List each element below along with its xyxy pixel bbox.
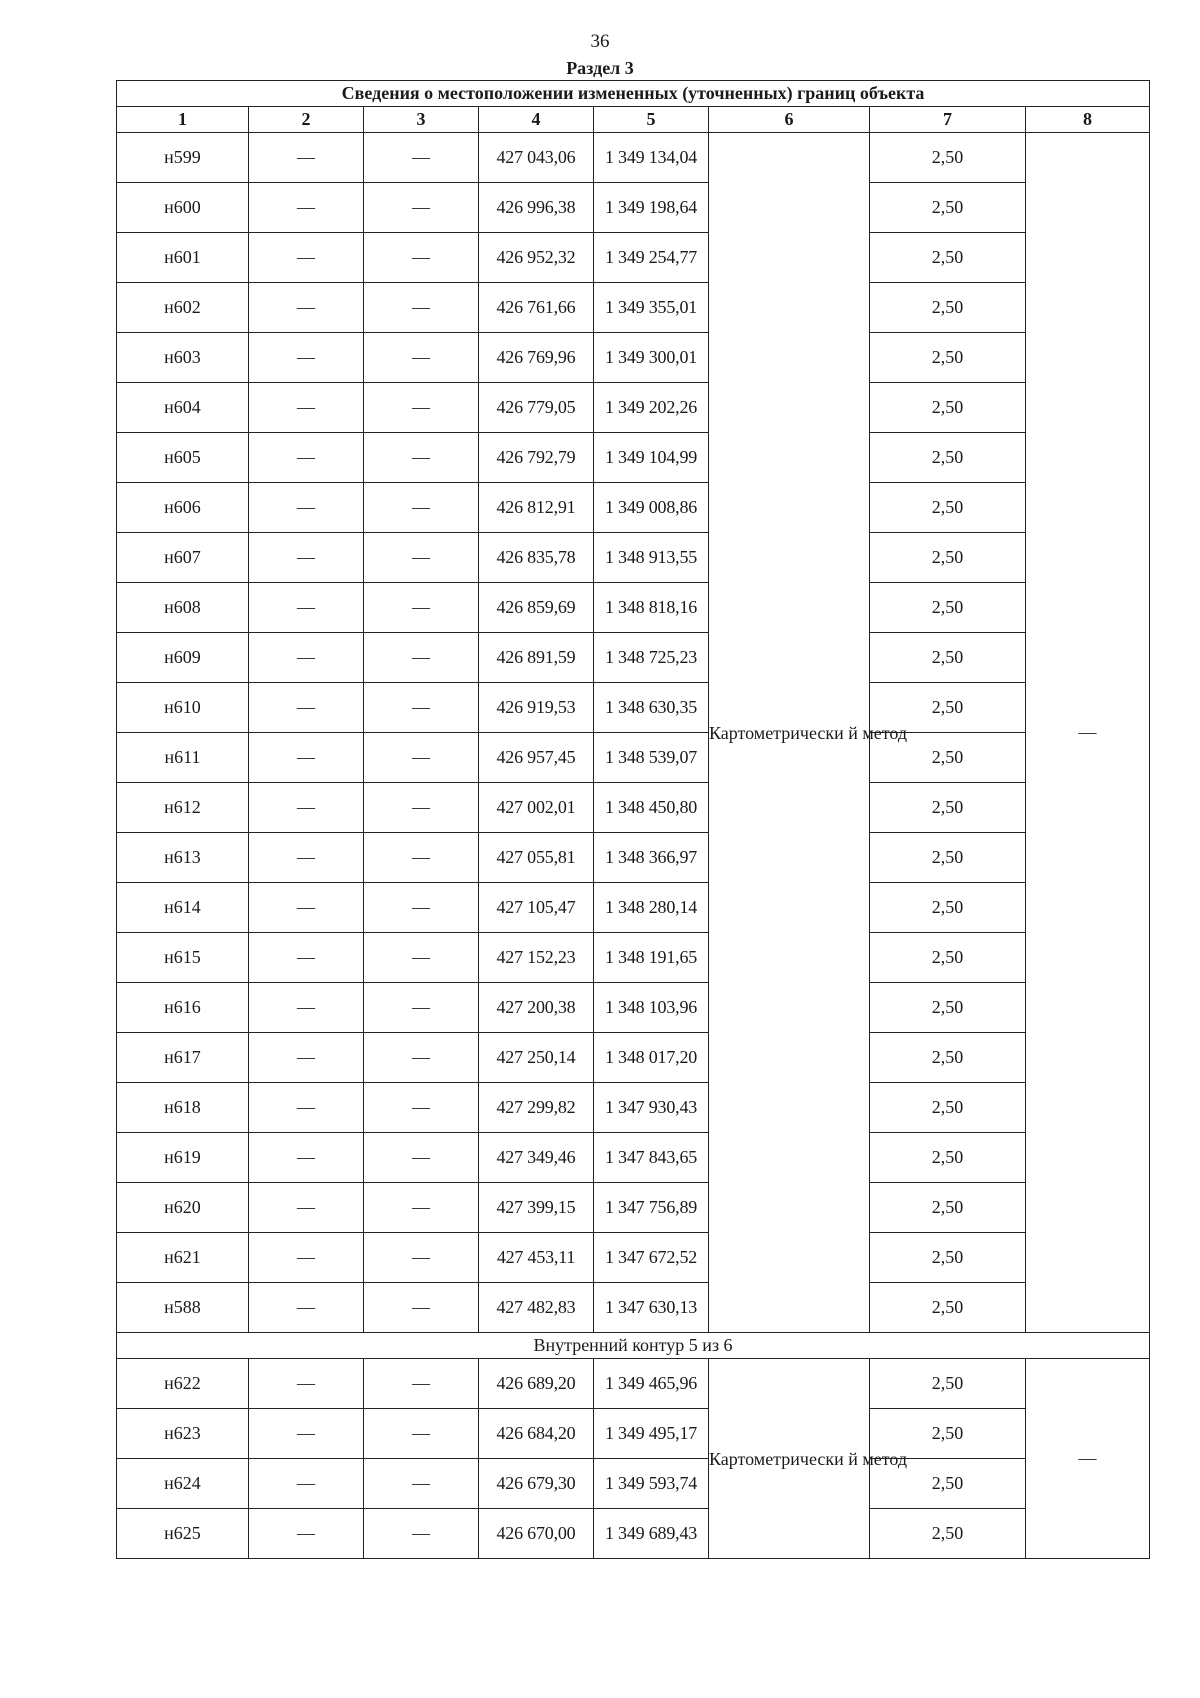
- table-row: [117, 1283, 1150, 1333]
- accuracy-cell: 2,50: [870, 533, 1026, 583]
- point-name-cell: н620: [117, 1183, 249, 1233]
- table-row: [117, 1459, 1150, 1509]
- table-row: [117, 283, 1150, 333]
- x-coordinate-cell: 427 453,11: [479, 1233, 594, 1283]
- y-coordinate-cell: 1 349 593,74: [594, 1459, 709, 1509]
- col2-cell: —: [249, 333, 364, 383]
- y-coordinate-cell: 1 348 913,55: [594, 533, 709, 583]
- col2-cell: —: [249, 183, 364, 233]
- point-name-cell: н602: [117, 283, 249, 333]
- point-name-cell: н610: [117, 683, 249, 733]
- y-coordinate-cell: 1 348 630,35: [594, 683, 709, 733]
- accuracy-cell: 2,50: [870, 233, 1026, 283]
- col2-cell: —: [249, 1509, 364, 1559]
- contour-subheading: Внутренний контур 5 из 6: [117, 1333, 1150, 1359]
- col3-cell: —: [364, 583, 479, 633]
- col3-cell: —: [364, 733, 479, 783]
- column-number: 7: [870, 107, 1026, 133]
- column-number: 1: [117, 107, 249, 133]
- col3-cell: —: [364, 783, 479, 833]
- x-coordinate-cell: 427 250,14: [479, 1033, 594, 1083]
- x-coordinate-cell: 427 043,06: [479, 133, 594, 183]
- x-coordinate-cell: 426 835,78: [479, 533, 594, 583]
- point-name-cell: н623: [117, 1409, 249, 1459]
- col2-cell: —: [249, 583, 364, 633]
- table-row: [117, 233, 1150, 283]
- accuracy-cell: 2,50: [870, 1283, 1026, 1333]
- x-coordinate-cell: 427 105,47: [479, 883, 594, 933]
- y-coordinate-cell: 1 348 818,16: [594, 583, 709, 633]
- accuracy-cell: 2,50: [870, 333, 1026, 383]
- table-row: [117, 683, 1150, 733]
- col3-cell: —: [364, 1133, 479, 1183]
- x-coordinate-cell: 427 200,38: [479, 983, 594, 1033]
- x-coordinate-cell: 426 812,91: [479, 483, 594, 533]
- table-row: [117, 333, 1150, 383]
- method-cell: Картометрически й метод: [709, 1359, 870, 1559]
- x-coordinate-cell: 426 761,66: [479, 283, 594, 333]
- x-coordinate-cell: 426 792,79: [479, 433, 594, 483]
- y-coordinate-cell: 1 349 198,64: [594, 183, 709, 233]
- col2-cell: —: [249, 1409, 364, 1459]
- table-row: [117, 383, 1150, 433]
- point-name-cell: н601: [117, 233, 249, 283]
- x-coordinate-cell: 427 002,01: [479, 783, 594, 833]
- accuracy-cell: 2,50: [870, 1033, 1026, 1083]
- y-coordinate-cell: 1 348 366,97: [594, 833, 709, 883]
- col3-cell: —: [364, 1359, 479, 1409]
- col3-cell: —: [364, 183, 479, 233]
- accuracy-cell: 2,50: [870, 633, 1026, 683]
- accuracy-cell: 2,50: [870, 1459, 1026, 1509]
- x-coordinate-cell: 427 299,82: [479, 1083, 594, 1133]
- y-coordinate-cell: 1 349 300,01: [594, 333, 709, 383]
- col2-cell: —: [249, 433, 364, 483]
- point-name-cell: н619: [117, 1133, 249, 1183]
- y-coordinate-cell: 1 349 202,26: [594, 383, 709, 433]
- col3-cell: —: [364, 383, 479, 433]
- point-name-cell: н604: [117, 383, 249, 433]
- col3-cell: —: [364, 333, 479, 383]
- table-row: [117, 933, 1150, 983]
- col3-cell: —: [364, 1233, 479, 1283]
- method-cell: Картометрически й метод: [709, 133, 870, 1333]
- col2-cell: —: [249, 633, 364, 683]
- point-name-cell: н588: [117, 1283, 249, 1333]
- section-title: Раздел 3: [566, 58, 634, 78]
- col8-cell: —: [1026, 1359, 1150, 1559]
- y-coordinate-cell: 1 349 689,43: [594, 1509, 709, 1559]
- accuracy-cell: 2,50: [870, 883, 1026, 933]
- table-row: [117, 533, 1150, 583]
- col2-cell: —: [249, 783, 364, 833]
- y-coordinate-cell: 1 349 495,17: [594, 1409, 709, 1459]
- point-name-cell: н618: [117, 1083, 249, 1133]
- accuracy-cell: 2,50: [870, 833, 1026, 883]
- contour-subheading-row: [117, 1333, 1150, 1359]
- y-coordinate-cell: 1 347 843,65: [594, 1133, 709, 1183]
- table-caption: Сведения о местоположении измененных (уточненных) границ объекта: [117, 81, 1150, 107]
- x-coordinate-cell: 426 859,69: [479, 583, 594, 633]
- x-coordinate-cell: 426 670,00: [479, 1509, 594, 1559]
- x-coordinate-cell: 426 996,38: [479, 183, 594, 233]
- y-coordinate-cell: 1 348 280,14: [594, 883, 709, 933]
- y-coordinate-cell: 1 347 756,89: [594, 1183, 709, 1233]
- x-coordinate-cell: 426 952,32: [479, 233, 594, 283]
- point-name-cell: н608: [117, 583, 249, 633]
- col3-cell: —: [364, 683, 479, 733]
- accuracy-cell: 2,50: [870, 1359, 1026, 1409]
- col3-cell: —: [364, 433, 479, 483]
- y-coordinate-cell: 1 349 104,99: [594, 433, 709, 483]
- point-name-cell: н622: [117, 1359, 249, 1409]
- table-row: [117, 1133, 1150, 1183]
- point-name-cell: н624: [117, 1459, 249, 1509]
- x-coordinate-cell: 426 689,20: [479, 1359, 594, 1409]
- col3-cell: —: [364, 1283, 479, 1333]
- y-coordinate-cell: 1 349 008,86: [594, 483, 709, 533]
- page-number: 36: [590, 31, 610, 52]
- boundary-coordinates-table: [116, 80, 1150, 1559]
- table-row: [117, 983, 1150, 1033]
- accuracy-cell: 2,50: [870, 1509, 1026, 1559]
- col2-cell: —: [249, 1459, 364, 1509]
- x-coordinate-cell: 426 891,59: [479, 633, 594, 683]
- table-row: [117, 1409, 1150, 1459]
- col3-cell: —: [364, 133, 479, 183]
- col2-cell: —: [249, 133, 364, 183]
- y-coordinate-cell: 1 348 450,80: [594, 783, 709, 833]
- accuracy-cell: 2,50: [870, 1233, 1026, 1283]
- table-body: [117, 133, 1150, 1559]
- point-name-cell: н606: [117, 483, 249, 533]
- col3-cell: —: [364, 1083, 479, 1133]
- table-row: [117, 133, 1150, 183]
- point-name-cell: н625: [117, 1509, 249, 1559]
- accuracy-cell: 2,50: [870, 1133, 1026, 1183]
- col2-cell: —: [249, 283, 364, 333]
- accuracy-cell: 2,50: [870, 1083, 1026, 1133]
- point-name-cell: н615: [117, 933, 249, 983]
- col3-cell: —: [364, 633, 479, 683]
- table-row: [117, 1509, 1150, 1559]
- col2-cell: —: [249, 1033, 364, 1083]
- accuracy-cell: 2,50: [870, 933, 1026, 983]
- table-row: [117, 733, 1150, 783]
- table-row: [117, 783, 1150, 833]
- col3-cell: —: [364, 1459, 479, 1509]
- column-number: 4: [479, 107, 594, 133]
- accuracy-cell: 2,50: [870, 683, 1026, 733]
- table-row: [117, 883, 1150, 933]
- accuracy-cell: 2,50: [870, 283, 1026, 333]
- point-name-cell: н613: [117, 833, 249, 883]
- y-coordinate-cell: 1 348 539,07: [594, 733, 709, 783]
- y-coordinate-cell: 1 348 191,65: [594, 933, 709, 983]
- y-coordinate-cell: 1 349 254,77: [594, 233, 709, 283]
- accuracy-cell: 2,50: [870, 983, 1026, 1033]
- col3-cell: —: [364, 1183, 479, 1233]
- table-row: [117, 483, 1150, 533]
- table-row: [117, 1033, 1150, 1083]
- col2-cell: —: [249, 533, 364, 583]
- y-coordinate-cell: 1 349 465,96: [594, 1359, 709, 1409]
- accuracy-cell: 2,50: [870, 383, 1026, 433]
- column-number-row: [117, 107, 1150, 133]
- col2-cell: —: [249, 1083, 364, 1133]
- col3-cell: —: [364, 833, 479, 883]
- accuracy-cell: 2,50: [870, 783, 1026, 833]
- col3-cell: —: [364, 533, 479, 583]
- point-name-cell: н603: [117, 333, 249, 383]
- col3-cell: —: [364, 1033, 479, 1083]
- table-row: [117, 583, 1150, 633]
- col2-cell: —: [249, 833, 364, 883]
- table-row: [117, 1233, 1150, 1283]
- accuracy-cell: 2,50: [870, 733, 1026, 783]
- point-name-cell: н599: [117, 133, 249, 183]
- y-coordinate-cell: 1 347 930,43: [594, 1083, 709, 1133]
- y-coordinate-cell: 1 349 134,04: [594, 133, 709, 183]
- col2-cell: —: [249, 733, 364, 783]
- col2-cell: —: [249, 383, 364, 433]
- point-name-cell: н611: [117, 733, 249, 783]
- col2-cell: —: [249, 1133, 364, 1183]
- col2-cell: —: [249, 883, 364, 933]
- column-number: 2: [249, 107, 364, 133]
- point-name-cell: н621: [117, 1233, 249, 1283]
- x-coordinate-cell: 427 399,15: [479, 1183, 594, 1233]
- col2-cell: —: [249, 483, 364, 533]
- column-number: 3: [364, 107, 479, 133]
- table-row: [117, 433, 1150, 483]
- x-coordinate-cell: 427 349,46: [479, 1133, 594, 1183]
- col2-cell: —: [249, 1359, 364, 1409]
- point-name-cell: н609: [117, 633, 249, 683]
- col2-cell: —: [249, 933, 364, 983]
- col3-cell: —: [364, 1509, 479, 1559]
- y-coordinate-cell: 1 348 725,23: [594, 633, 709, 683]
- x-coordinate-cell: 426 684,20: [479, 1409, 594, 1459]
- accuracy-cell: 2,50: [870, 1409, 1026, 1459]
- col3-cell: —: [364, 1409, 479, 1459]
- point-name-cell: н614: [117, 883, 249, 933]
- col3-cell: —: [364, 283, 479, 333]
- col2-cell: —: [249, 1283, 364, 1333]
- x-coordinate-cell: 426 919,53: [479, 683, 594, 733]
- y-coordinate-cell: 1 348 017,20: [594, 1033, 709, 1083]
- col3-cell: —: [364, 233, 479, 283]
- table-row: [117, 633, 1150, 683]
- y-coordinate-cell: 1 347 630,13: [594, 1283, 709, 1333]
- point-name-cell: н600: [117, 183, 249, 233]
- y-coordinate-cell: 1 348 103,96: [594, 983, 709, 1033]
- x-coordinate-cell: 427 152,23: [479, 933, 594, 983]
- point-name-cell: н617: [117, 1033, 249, 1083]
- y-coordinate-cell: 1 347 672,52: [594, 1233, 709, 1283]
- x-coordinate-cell: 427 482,83: [479, 1283, 594, 1333]
- col2-cell: —: [249, 1233, 364, 1283]
- accuracy-cell: 2,50: [870, 1183, 1026, 1233]
- col2-cell: —: [249, 233, 364, 283]
- accuracy-cell: 2,50: [870, 583, 1026, 633]
- column-number: 5: [594, 107, 709, 133]
- x-coordinate-cell: 426 779,05: [479, 383, 594, 433]
- table-row: [117, 1083, 1150, 1133]
- col8-cell: —: [1026, 133, 1150, 1333]
- table-row: [117, 1359, 1150, 1409]
- table-row: [117, 1183, 1150, 1233]
- point-name-cell: н605: [117, 433, 249, 483]
- point-name-cell: н616: [117, 983, 249, 1033]
- table-row: [117, 833, 1150, 883]
- col3-cell: —: [364, 883, 479, 933]
- y-coordinate-cell: 1 349 355,01: [594, 283, 709, 333]
- column-number: 6: [709, 107, 870, 133]
- accuracy-cell: 2,50: [870, 483, 1026, 533]
- x-coordinate-cell: 426 957,45: [479, 733, 594, 783]
- col3-cell: —: [364, 483, 479, 533]
- point-name-cell: н607: [117, 533, 249, 583]
- accuracy-cell: 2,50: [870, 133, 1026, 183]
- table-row: [117, 183, 1150, 233]
- x-coordinate-cell: 427 055,81: [479, 833, 594, 883]
- x-coordinate-cell: 426 769,96: [479, 333, 594, 383]
- column-number: 8: [1026, 107, 1150, 133]
- col2-cell: —: [249, 683, 364, 733]
- col3-cell: —: [364, 983, 479, 1033]
- accuracy-cell: 2,50: [870, 433, 1026, 483]
- point-name-cell: н612: [117, 783, 249, 833]
- col2-cell: —: [249, 1183, 364, 1233]
- col2-cell: —: [249, 983, 364, 1033]
- x-coordinate-cell: 426 679,30: [479, 1459, 594, 1509]
- accuracy-cell: 2,50: [870, 183, 1026, 233]
- col3-cell: —: [364, 933, 479, 983]
